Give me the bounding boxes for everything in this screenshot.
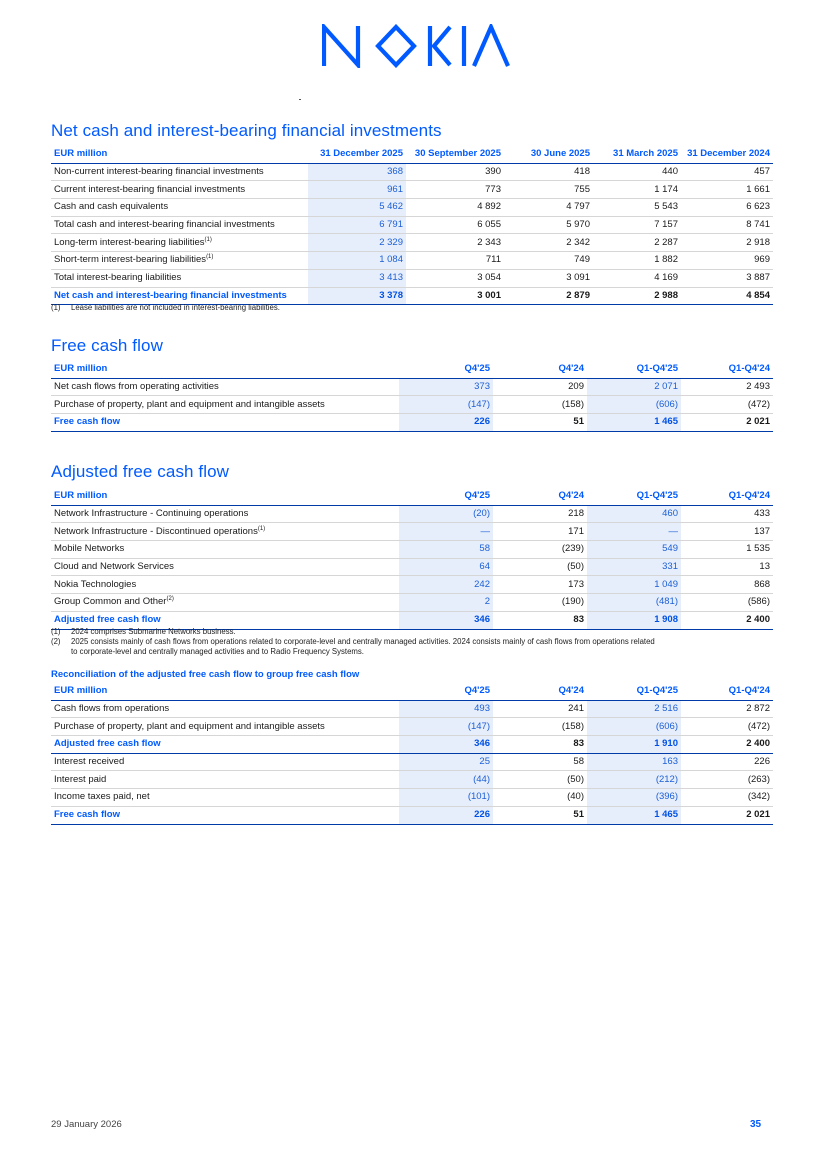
cell-value: 1 910 [587, 736, 681, 754]
row-label: Adjusted free cash flow [51, 736, 399, 754]
cell-value: (606) [587, 396, 681, 414]
cell-value: 1 049 [587, 576, 681, 594]
cell-value: (44) [399, 771, 493, 789]
cell-value: 7 157 [593, 216, 681, 234]
cell-value: 3 378 [308, 287, 406, 305]
row-label: Interest received [51, 753, 399, 771]
row-label: Mobile Networks [51, 541, 399, 559]
cell-value: 2 329 [308, 234, 406, 252]
cell-value: 209 [493, 378, 587, 396]
table-header-row [51, 488, 773, 505]
cell-value: 3 054 [406, 269, 504, 287]
table-row [51, 505, 773, 523]
table-row [51, 736, 773, 754]
page-number: 35 [750, 1119, 762, 1130]
footnote-text: 2025 consists mainly of cash flows from operations related to corporate-level and centrally managed activities. 2024 consists mainly of cash flows from operations related [71, 637, 655, 646]
footnote [51, 637, 655, 647]
table-row [51, 252, 773, 270]
cell-value: 418 [504, 163, 593, 181]
cell-value: 961 [308, 181, 406, 199]
cell-value: 493 [399, 700, 493, 718]
cell-value: 368 [308, 163, 406, 181]
row-label: Network Infrastructure - Continuing operations [51, 505, 399, 523]
column-header: Q1-Q4'24 [681, 361, 773, 378]
cell-value: 2 493 [681, 378, 773, 396]
table-row [51, 181, 773, 199]
column-header: Q4'25 [399, 361, 493, 378]
cell-value: 440 [593, 163, 681, 181]
cell-value: 51 [493, 414, 587, 432]
row-label: Current interest-bearing financial investments [51, 181, 308, 199]
row-label: Net cash and interest-bearing financial investments [51, 287, 308, 305]
cell-value: 5 462 [308, 199, 406, 217]
cell-value: (472) [681, 396, 773, 414]
table-row [51, 806, 773, 824]
column-header: EUR million [51, 146, 308, 163]
column-header: Q4'24 [493, 683, 587, 700]
cell-value: (40) [493, 789, 587, 807]
table-row [51, 269, 773, 287]
column-header: 30 June 2025 [504, 146, 593, 163]
footnote-ref: (2) [166, 596, 174, 603]
cell-value: 218 [493, 505, 587, 523]
cell-value: 1 535 [681, 541, 773, 559]
row-label: Cloud and Network Services [51, 558, 399, 576]
cell-value: 433 [681, 505, 773, 523]
footnote-ref: (1) [204, 236, 212, 243]
adjusted-free-cash-flow-table [51, 488, 773, 630]
cell-value: 51 [493, 806, 587, 824]
cell-value: (586) [681, 594, 773, 612]
cell-value: (50) [493, 558, 587, 576]
footer-date: 29 January 2026 [51, 1119, 122, 1130]
table-row [51, 216, 773, 234]
column-header: Q4'25 [399, 488, 493, 505]
cell-value: 2 400 [681, 611, 773, 629]
column-header: EUR million [51, 488, 399, 505]
table-row [51, 199, 773, 217]
cell-value: 226 [399, 806, 493, 824]
table-row [51, 378, 773, 396]
reconciliation-table [51, 683, 773, 825]
footnote-number: (1) [51, 303, 61, 312]
cell-value: 173 [493, 576, 587, 594]
row-label: Short-term interest-bearing liabilities$^{(1)}$ [51, 252, 308, 270]
cell-value: 2 021 [681, 806, 773, 824]
cell-value: 2 287 [593, 234, 681, 252]
cell-value: 2 872 [681, 700, 773, 718]
column-header: Q1-Q4'25 [587, 683, 681, 700]
cell-value: (158) [493, 396, 587, 414]
cell-value: 5 543 [593, 199, 681, 217]
cell-value: 749 [504, 252, 593, 270]
cell-value: (158) [493, 718, 587, 736]
row-label: Adjusted free cash flow [51, 611, 399, 629]
table-row [51, 414, 773, 432]
column-header: Q1-Q4'25 [587, 361, 681, 378]
table-row [51, 718, 773, 736]
row-label: Non-current interest-bearing financial investments [51, 163, 308, 181]
row-label: Long-term interest-bearing liabilities$^{(1)}$ [51, 234, 308, 252]
cell-value: 1 174 [593, 181, 681, 199]
footnote-ref: (1) [206, 254, 214, 261]
cell-value: 346 [399, 736, 493, 754]
cell-value: 1 465 [587, 414, 681, 432]
cell-value: (481) [587, 594, 681, 612]
cell-value: (606) [587, 718, 681, 736]
cell-value: 755 [504, 181, 593, 199]
cell-value: (101) [399, 789, 493, 807]
cell-value: 2 343 [406, 234, 504, 252]
cell-value: 346 [399, 611, 493, 629]
cell-value: (342) [681, 789, 773, 807]
table-row [51, 771, 773, 789]
row-label: Nokia Technologies [51, 576, 399, 594]
cell-value: 868 [681, 576, 773, 594]
free-cash-flow-table [51, 361, 773, 432]
cell-value: 2 [399, 594, 493, 612]
cell-value: 969 [681, 252, 773, 270]
cell-value: 2 988 [593, 287, 681, 305]
cell-value: 457 [681, 163, 773, 181]
footnote-text: 2024 comprises Submarine Networks business. [71, 627, 236, 636]
cell-value: 2 879 [504, 287, 593, 305]
cell-value: 2 342 [504, 234, 593, 252]
footnote-ref: (1) [257, 525, 266, 532]
cell-value: 773 [406, 181, 504, 199]
row-label: Purchase of property, plant and equipment and intangible assets [51, 396, 399, 414]
row-label: Total cash and interest-bearing financial investments [51, 216, 308, 234]
column-header: Q1-Q4'25 [587, 488, 681, 505]
cell-value: 390 [406, 163, 504, 181]
column-header: 31 December 2025 [308, 146, 406, 163]
cell-value: (239) [493, 541, 587, 559]
cell-value: 2 021 [681, 414, 773, 432]
cell-value: 1 465 [587, 806, 681, 824]
table-row [51, 594, 773, 612]
cell-value: 6 055 [406, 216, 504, 234]
cell-value: 226 [399, 414, 493, 432]
cell-value: (472) [681, 718, 773, 736]
cell-value: 83 [493, 736, 587, 754]
cell-value: 711 [406, 252, 504, 270]
cell-value: (263) [681, 771, 773, 789]
cell-value: (147) [399, 718, 493, 736]
cell-value: 1 882 [593, 252, 681, 270]
footnote-continuation: to corporate-level and centrally managed activities and to Radio Frequency Systems. [71, 647, 364, 656]
column-header: Q1-Q4'24 [681, 683, 773, 700]
footnote-number: (1) [51, 627, 61, 636]
cell-value: 13 [681, 558, 773, 576]
cell-value: 58 [399, 541, 493, 559]
cell-value: 163 [587, 753, 681, 771]
table-row [51, 541, 773, 559]
cell-value: 6 791 [308, 216, 406, 234]
stray-dot [299, 99, 301, 100]
table-row [51, 163, 773, 181]
row-label: Purchase of property, plant and equipment and intangible assets [51, 718, 399, 736]
cell-value: 4 854 [681, 287, 773, 305]
cell-value: 171 [493, 523, 587, 541]
row-label: Net cash flows from operating activities [51, 378, 399, 396]
cell-value: 3 413 [308, 269, 406, 287]
cell-value: 5 970 [504, 216, 593, 234]
cell-value: 460 [587, 505, 681, 523]
cell-value: 4 169 [593, 269, 681, 287]
row-label: Free cash flow [51, 414, 399, 432]
row-label: Total interest-bearing liabilities [51, 269, 308, 287]
nokia-logo [322, 24, 510, 68]
cell-value: (147) [399, 396, 493, 414]
cell-value: (20) [399, 505, 493, 523]
cell-value: 2 071 [587, 378, 681, 396]
table-header-row [51, 361, 773, 378]
cell-value: 1 908 [587, 611, 681, 629]
section-title-adjusted-free-cash-flow: Adjusted free cash flow [51, 462, 230, 481]
column-header: EUR million [51, 361, 399, 378]
cell-value: 1 084 [308, 252, 406, 270]
cell-value: 4 797 [504, 199, 593, 217]
column-header: 31 December 2024 [681, 146, 773, 163]
cell-value: 64 [399, 558, 493, 576]
table-row [51, 234, 773, 252]
cell-value: 3 091 [504, 269, 593, 287]
cell-value: 2 516 [587, 700, 681, 718]
cell-value: 2 400 [681, 736, 773, 754]
cell-value: 3 001 [406, 287, 504, 305]
net-cash-table [51, 146, 773, 305]
cell-value: 8 741 [681, 216, 773, 234]
row-label: Free cash flow [51, 806, 399, 824]
column-header: EUR million [51, 683, 399, 700]
row-label: Cash flows from operations [51, 700, 399, 718]
column-header: Q4'25 [399, 683, 493, 700]
column-header: 30 September 2025 [406, 146, 504, 163]
cell-value: 3 887 [681, 269, 773, 287]
row-label: Income taxes paid, net [51, 789, 399, 807]
footnote [51, 303, 280, 313]
footnotes-adjusted [51, 627, 655, 657]
reconciliation-title: Reconciliation of the adjusted free cash flow to group free cash flow [51, 669, 360, 680]
column-header: 31 March 2025 [593, 146, 681, 163]
column-header: Q4'24 [493, 488, 587, 505]
cell-value: 2 918 [681, 234, 773, 252]
table-row [51, 558, 773, 576]
footnote [51, 627, 655, 637]
row-label: Group Common and Other$^{(2)}$ [51, 594, 399, 612]
footnote-number: (2) [51, 637, 61, 646]
table-header-row [51, 146, 773, 163]
cell-value: (190) [493, 594, 587, 612]
cell-value: — [399, 523, 493, 541]
cell-value: 1 661 [681, 181, 773, 199]
section-title-net-cash: Net cash and interest-bearing financial investments [51, 121, 442, 140]
table-row [51, 396, 773, 414]
cell-value: 58 [493, 753, 587, 771]
row-label: Network Infrastructure - Discontinued operations$^{(1)}$ [51, 523, 399, 541]
cell-value: 226 [681, 753, 773, 771]
row-label: Cash and cash equivalents [51, 199, 308, 217]
footnote-text: Lease liabilities are not included in interest-bearing liabilities. [71, 303, 280, 312]
table-row [51, 523, 773, 541]
cell-value: (212) [587, 771, 681, 789]
cell-value: (396) [587, 789, 681, 807]
cell-value: 242 [399, 576, 493, 594]
cell-value: — [587, 523, 681, 541]
table-header-row [51, 683, 773, 700]
table-row [51, 753, 773, 771]
column-header: Q1-Q4'24 [681, 488, 773, 505]
cell-value: 331 [587, 558, 681, 576]
cell-value: (50) [493, 771, 587, 789]
cell-value: 83 [493, 611, 587, 629]
cell-value: 241 [493, 700, 587, 718]
column-header: Q4'24 [493, 361, 587, 378]
cell-value: 137 [681, 523, 773, 541]
cell-value: 6 623 [681, 199, 773, 217]
row-label: Interest paid [51, 771, 399, 789]
table-row [51, 789, 773, 807]
cell-value: 4 892 [406, 199, 504, 217]
cell-value: 373 [399, 378, 493, 396]
cell-value: 549 [587, 541, 681, 559]
table-row [51, 576, 773, 594]
cell-value: 25 [399, 753, 493, 771]
section-title-free-cash-flow: Free cash flow [51, 336, 163, 355]
table-row [51, 700, 773, 718]
